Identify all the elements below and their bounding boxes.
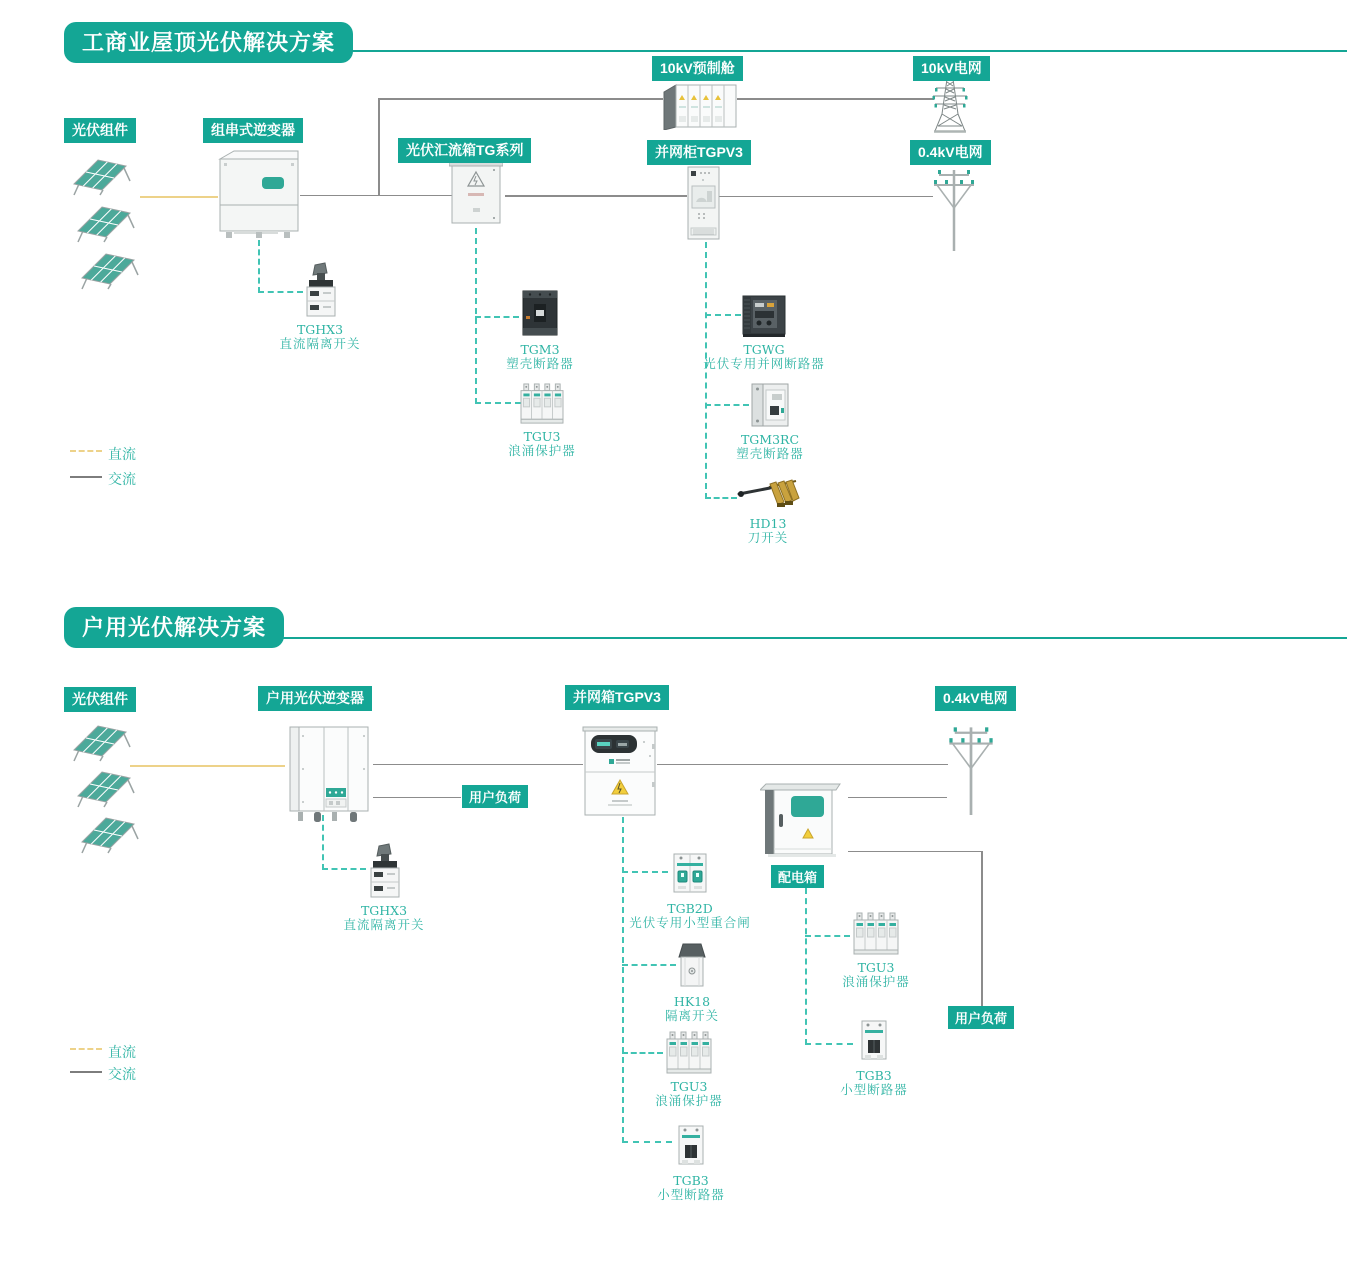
label-user-load-left: 用户负荷	[462, 785, 528, 808]
ac-line	[378, 98, 380, 195]
legend-ac-line	[70, 1071, 102, 1073]
ac-line	[373, 764, 583, 766]
mcb-tgb3	[799, 1016, 949, 1098]
isolator-hk18	[617, 942, 767, 1024]
spd-tgu3	[614, 1031, 764, 1109]
legend-dc-line	[70, 450, 102, 452]
label-combiner-box: 光伏汇流箱TG系列	[398, 138, 531, 163]
device-model: TGHX3	[296, 322, 344, 337]
dc-isolator-tghx3	[245, 262, 395, 352]
knife-switch-hd13	[693, 478, 843, 546]
ac-line	[505, 195, 687, 197]
dc-line	[140, 196, 218, 198]
ac-line	[981, 851, 983, 1008]
device-model: TGU3	[857, 960, 895, 975]
solar-panel-icon	[76, 812, 144, 854]
solar-panel-icon	[68, 720, 136, 762]
label-prefab-cabin: 10kV预制舱	[652, 56, 743, 81]
mccb-tgm3	[465, 288, 615, 372]
section2-title-rule	[200, 637, 1347, 639]
label-grid-box: 并网箱TGPV3	[565, 685, 669, 710]
dc-isolator-tghx3	[309, 843, 459, 933]
acb-tgwg	[689, 292, 839, 372]
legend-ac-label: 交流	[108, 1066, 136, 1082]
legend-ac-line	[70, 476, 102, 478]
ac-line	[718, 196, 933, 198]
recloser-tgb2d	[615, 849, 765, 931]
device-model: TGU3	[523, 429, 561, 444]
device-model: TGB3	[673, 1173, 709, 1188]
dc-isolator-icon	[300, 262, 340, 318]
device-model: TGM3	[520, 342, 560, 357]
grid-cabinet-image	[687, 166, 720, 240]
ac-line	[378, 98, 663, 100]
power-pole-image	[933, 166, 975, 251]
spd-icon	[519, 383, 565, 425]
dc-isolator-icon	[364, 843, 404, 899]
solar-panel-icon	[76, 248, 144, 290]
device-model: TGM3RC	[740, 432, 800, 447]
label-grid-04kv: 0.4kV电网	[910, 140, 991, 165]
ac-line	[848, 797, 947, 799]
section1-title-rule	[200, 50, 1347, 52]
residential-inverter-image	[284, 724, 374, 824]
mccb-icon	[749, 382, 791, 428]
ac-line	[373, 797, 461, 799]
device-desc: 小型断路器	[840, 1082, 908, 1098]
device-model: TGB3	[856, 1068, 892, 1083]
solar-panel-icon	[68, 154, 136, 196]
label-string-inverter: 组串式逆变器	[203, 118, 303, 143]
spd-tgu3	[467, 383, 617, 459]
device-desc: 隔离开关	[664, 1008, 719, 1024]
ac-line	[848, 851, 982, 853]
knife-switch-icon	[736, 478, 800, 512]
device-desc: 小型断路器	[657, 1187, 725, 1203]
ac-line	[657, 764, 948, 766]
spd-icon	[852, 912, 900, 956]
device-desc: 浪涌保护器	[842, 974, 910, 990]
combiner-box-image	[449, 158, 503, 226]
device-desc: 浪涌保护器	[655, 1093, 723, 1109]
dc-line	[130, 765, 285, 767]
section1-title: 工商业屋顶光伏解决方案	[64, 22, 353, 63]
string-inverter-image	[218, 149, 300, 239]
acb-icon	[741, 292, 787, 338]
device-desc: 塑壳断路器	[736, 446, 804, 462]
label-pv-modules: 光伏组件	[64, 687, 136, 712]
device-desc: 塑壳断路器	[506, 356, 574, 372]
device-desc: 光伏专用并网断路器	[703, 356, 825, 372]
legend-dc-line	[70, 1048, 102, 1050]
device-desc: 刀开关	[747, 530, 789, 546]
mccb-icon	[519, 288, 561, 338]
solar-panel-icon	[72, 766, 140, 808]
device-desc: 直流隔离开关	[279, 336, 361, 352]
device-desc: 光伏专用小型重合闸	[629, 915, 751, 931]
legend-dc-label: 直流	[108, 1044, 136, 1060]
ac-line	[300, 195, 452, 197]
legend-ac-label: 交流	[108, 471, 136, 487]
solar-panel-icon	[72, 201, 140, 243]
label-dist-box: 配电箱	[771, 865, 824, 888]
device-model: TGU3	[670, 1079, 708, 1094]
device-desc: 直流隔离开关	[343, 917, 425, 933]
mccb-tgm3rc	[695, 382, 845, 462]
device-model: TGWG	[743, 342, 785, 357]
device-model: TGHX3	[360, 903, 408, 918]
section2-title: 户用光伏解决方案	[64, 607, 284, 648]
mcb-tgb3	[616, 1121, 766, 1203]
legend-dc-label: 直流	[108, 446, 136, 462]
ac-line	[737, 98, 934, 100]
label-residential-inverter: 户用光伏逆变器	[258, 686, 372, 711]
spd-tgu3	[801, 912, 951, 990]
transmission-tower-image	[932, 76, 968, 134]
grid-connection-box-image	[582, 722, 658, 817]
label-pv-modules: 光伏组件	[64, 118, 136, 143]
label-grid-04kv: 0.4kV电网	[935, 686, 1016, 711]
spd-icon	[665, 1031, 713, 1075]
power-pole-image	[948, 723, 994, 815]
label-grid-10kv: 10kV电网	[913, 56, 990, 81]
device-desc: 浪涌保护器	[508, 443, 576, 459]
mcb-icon	[674, 1121, 708, 1169]
device-model: TGB2D	[667, 901, 713, 916]
label-user-load-right: 用户负荷	[948, 1006, 1014, 1029]
label-grid-cabinet: 并网柜TGPV3	[647, 140, 751, 165]
prefab-cabin-image	[662, 80, 738, 130]
device-model: HD13	[749, 516, 787, 531]
device-model: HK18	[673, 994, 711, 1009]
isolator-icon	[676, 942, 708, 990]
recloser-icon	[669, 849, 711, 897]
mcb-icon	[857, 1016, 891, 1064]
distribution-box-image	[760, 781, 842, 865]
